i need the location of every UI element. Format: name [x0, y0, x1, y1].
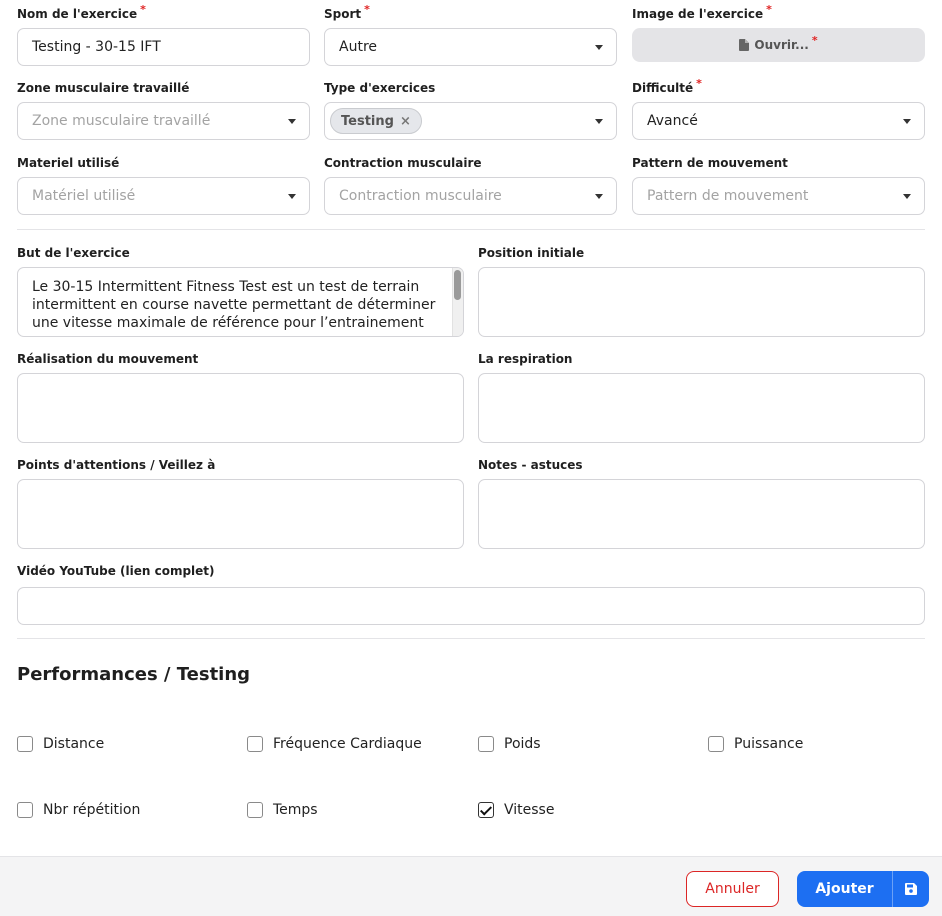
checkbox-label: Fréquence Cardiaque — [273, 736, 422, 752]
muscle-zone-placeholder: Zone musculaire travaillé — [32, 113, 211, 129]
difficulty-value: Avancé — [647, 113, 698, 129]
chevron-down-icon — [288, 119, 296, 124]
chevron-down-icon — [903, 119, 911, 124]
goal-label: But de l'exercice — [17, 246, 130, 260]
remove-tag-icon[interactable]: × — [399, 113, 411, 129]
exercise-type-select[interactable] — [324, 102, 617, 140]
checkbox-distance[interactable] — [17, 736, 104, 752]
checkbox-box[interactable] — [247, 736, 263, 752]
type-tag-label: Testing — [341, 113, 394, 129]
chevron-down-icon — [595, 119, 603, 124]
equipment-select[interactable] — [17, 177, 310, 215]
goal-text: Le 30-15 Intermittent Fitness Test est un test de terrain intermittent en course navette permettant de déterminer une vitesse maximale de référence pour l’entrainement — [32, 279, 436, 331]
difficulty-label: Difficulté * — [632, 77, 702, 95]
breathing-textarea[interactable] — [478, 373, 925, 443]
sport-value: Autre — [339, 39, 378, 55]
checkbox-label: Vitesse — [504, 802, 555, 818]
save-icon — [893, 883, 929, 895]
execution-label: Réalisation du mouvement — [17, 352, 199, 366]
execution-text — [18, 374, 450, 394]
cancel-button[interactable]: Annuler — [686, 871, 779, 907]
breathing-label: La respiration — [478, 352, 573, 366]
add-button-label: Ajouter — [815, 881, 874, 897]
pattern-label: Pattern de mouvement — [632, 156, 788, 170]
attention-text — [18, 480, 450, 500]
contraction-select[interactable] — [324, 177, 617, 215]
checkbox-label: Temps — [273, 802, 318, 818]
execution-textarea[interactable] — [17, 373, 464, 443]
divider — [17, 229, 925, 230]
name-label: Nom de l'exercice * — [17, 3, 146, 21]
breathing-text — [479, 374, 911, 394]
initial-position-label: Position initiale — [478, 246, 585, 260]
open-image-button[interactable]: Ouvrir... * — [632, 28, 925, 62]
checkbox-label: Puissance — [734, 736, 804, 752]
checkbox-box[interactable] — [478, 736, 494, 752]
checkbox-label: Distance — [43, 736, 105, 752]
youtube-input[interactable] — [17, 587, 925, 625]
checkbox-speed[interactable] — [478, 802, 554, 818]
type-tag — [330, 108, 422, 134]
chevron-down-icon — [595, 194, 603, 199]
checkbox-checked-box[interactable] — [478, 802, 494, 818]
checkbox-box[interactable] — [17, 736, 33, 752]
exercise-name-input[interactable] — [17, 28, 310, 66]
sport-label: Sport * — [324, 3, 370, 21]
type-label: Type d'exercices — [324, 81, 436, 95]
checkbox-repetitions[interactable] — [17, 802, 140, 818]
attention-label: Points d'attentions / Veillez à — [17, 458, 216, 472]
equipment-label: Materiel utilisé — [17, 156, 120, 170]
checkbox-weight[interactable] — [478, 736, 541, 752]
muscle-zone-select[interactable] — [17, 102, 310, 140]
scrollbar[interactable] — [452, 268, 463, 336]
difficulty-select[interactable] — [632, 102, 925, 140]
checkbox-label: Nbr répétition — [43, 802, 141, 818]
image-label: Image de l'exercice * — [632, 3, 772, 21]
divider — [17, 638, 925, 639]
performances-title: Performances / Testing — [17, 664, 251, 685]
checkbox-label: Poids — [504, 736, 541, 752]
initial-position-textarea[interactable] — [478, 267, 925, 337]
tips-text — [479, 480, 911, 500]
checkbox-box[interactable] — [708, 736, 724, 752]
goal-textarea[interactable] — [17, 267, 464, 337]
checkbox-heart-rate[interactable] — [247, 736, 422, 752]
file-icon — [739, 39, 749, 51]
open-image-label: Ouvrir... — [754, 38, 809, 52]
add-button[interactable] — [797, 871, 929, 907]
checkbox-box[interactable] — [17, 802, 33, 818]
chevron-down-icon — [595, 45, 603, 50]
zone-label: Zone musculaire travaillé — [17, 81, 190, 95]
contraction-placeholder: Contraction musculaire — [339, 188, 502, 204]
chevron-down-icon — [903, 194, 911, 199]
scroll-thumb[interactable] — [454, 270, 461, 300]
contraction-label: Contraction musculaire — [324, 156, 482, 170]
attention-textarea[interactable] — [17, 479, 464, 549]
initial-position-text — [479, 268, 911, 288]
checkbox-power[interactable] — [708, 736, 803, 752]
pattern-select[interactable] — [632, 177, 925, 215]
equipment-placeholder: Matériel utilisé — [32, 188, 136, 204]
sport-select[interactable] — [324, 28, 617, 66]
exercise-name-value: Testing - 30-15 IFT — [32, 39, 161, 55]
pattern-placeholder: Pattern de mouvement — [647, 188, 809, 204]
tips-textarea[interactable] — [478, 479, 925, 549]
tips-label: Notes - astuces — [478, 458, 583, 472]
checkbox-box[interactable] — [247, 802, 263, 818]
youtube-label: Vidéo YouTube (lien complet) — [17, 564, 215, 578]
checkbox-time[interactable] — [247, 802, 318, 818]
chevron-down-icon — [288, 194, 296, 199]
